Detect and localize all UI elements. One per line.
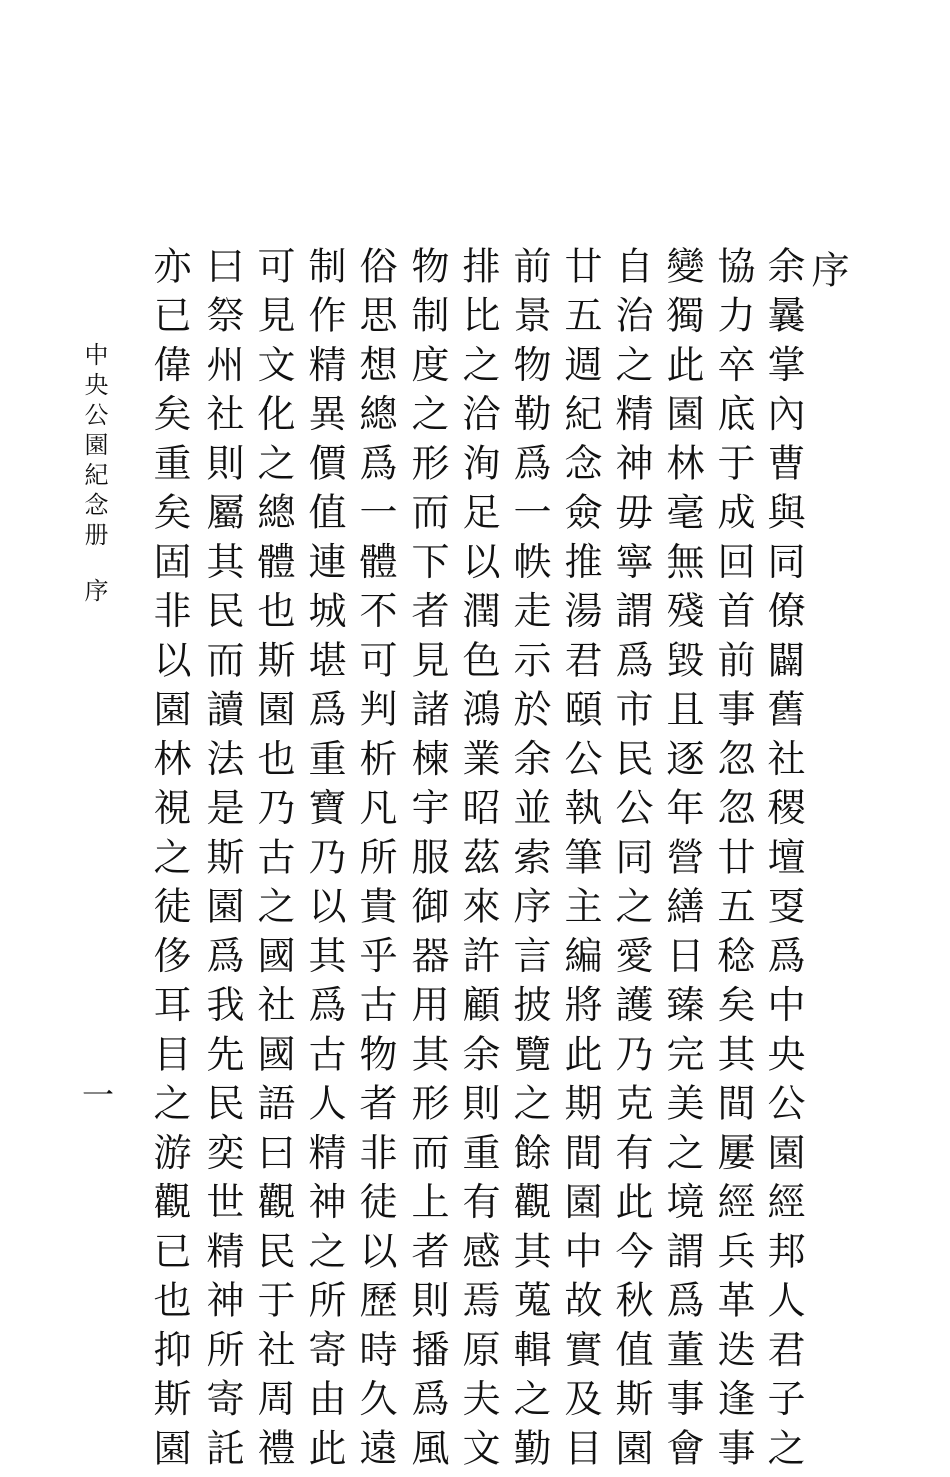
text-column-6: 前景物勒爲一帙走示於余並索序言披覽之餘觀其蒐輯之勤 (507, 246, 551, 1477)
text-column-2: 協力卒底于成回首前事忽忽廿五稔矣其間屢經兵革迭逢事 (711, 246, 755, 1477)
book-title-margin: 中央公園紀念册 (80, 342, 108, 552)
text-column-7: 排比之洽洵足以潤色鴻業昭茲來許顧余則重有感焉原夫文 (456, 246, 500, 1477)
text-column-1: 余曩掌內曹與同僚闢舊社稷壇㪅爲中央公園經邦人君子之 (761, 246, 805, 1477)
preface-heading: 序 (805, 250, 849, 292)
text-column-3: 變獨此園林毫無殘毀且逐年營繕日臻完美之境謂爲董事會 (660, 246, 704, 1477)
text-column-4: 自治之精神毋寧謂爲市民公同之愛護乃克有此今秋值斯園 (609, 246, 653, 1477)
text-column-12: 曰祭州社則屬其民而讀法是斯園爲我先民奕世精神所寄託 (200, 246, 244, 1477)
text-column-9: 俗思想總爲一體不可判析凡所貴乎古物者非徒以歷時久遠 (353, 246, 397, 1477)
text-column-5: 廿五週紀念僉推湯君頤公執筆主編將此期間園中故實及目 (558, 246, 602, 1477)
page-number: 一 (77, 1078, 115, 1110)
text-column-13: 亦已偉矣重矣固非以園林視之徒侈耳目之游觀已也抑斯園 (147, 246, 191, 1477)
section-label-margin: 序 (80, 578, 108, 602)
text-column-11: 可見文化之總體也斯園也乃古之國社國語曰觀民于社周禮 (251, 246, 295, 1477)
text-column-10: 制作精異價值連城堪爲重寶乃以其爲古人精神之所寄由此 (302, 246, 346, 1477)
text-column-8: 物制度之形而下者見諸楝宇服御器用其形而上者則播爲風 (405, 246, 449, 1477)
